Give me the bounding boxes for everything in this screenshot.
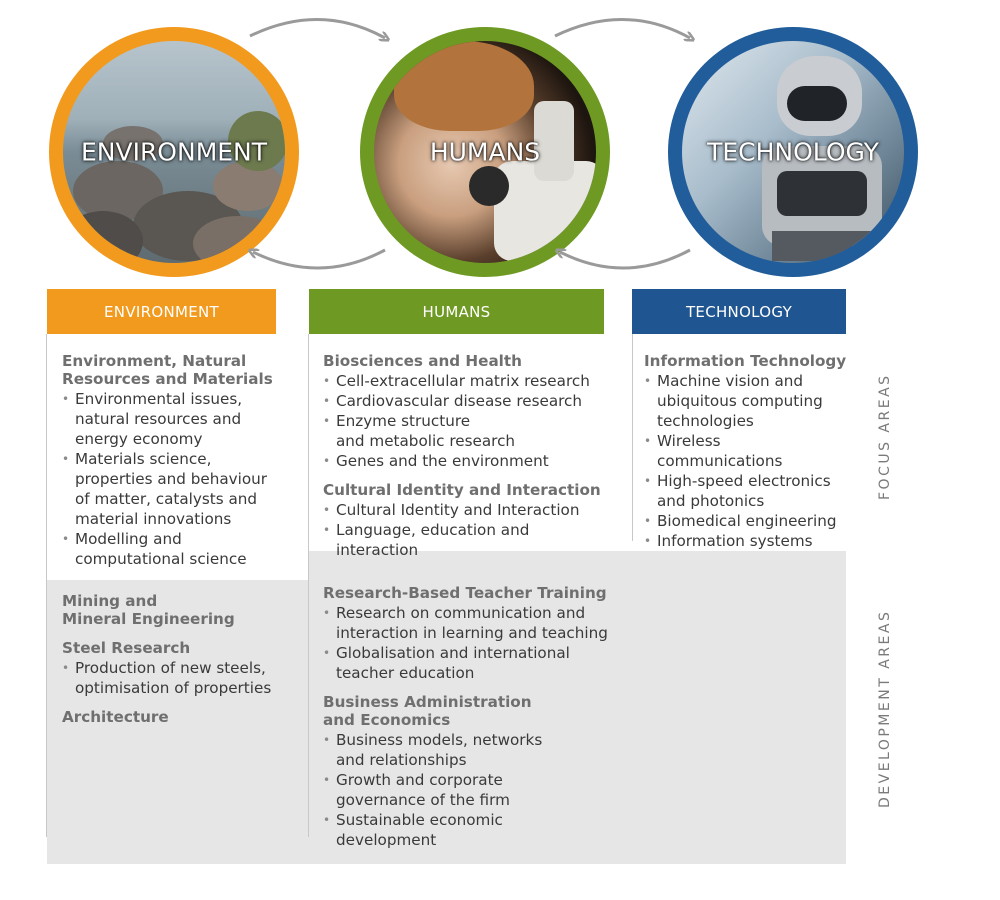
- teacher-title: Research-Based Teacher Training: [323, 584, 607, 602]
- steel-list: [62, 658, 302, 698]
- list-item: • Environmental issues, natural resources and energy economy: [62, 389, 302, 449]
- culture-title: Cultural Identity and Interaction: [323, 481, 601, 499]
- it-list: [644, 371, 849, 551]
- list-item: • Genes and the environment: [323, 451, 613, 471]
- humans-circle: [360, 27, 610, 277]
- technology-circle: [668, 27, 918, 277]
- env-focus-list: [62, 389, 302, 569]
- arrow-humans-to-technology: [555, 19, 690, 38]
- environment-development: [62, 592, 302, 727]
- list-item: • Globalisation and international teacher education: [323, 643, 623, 683]
- list-item: • Cultural Identity and Interaction: [323, 500, 613, 520]
- list-item: • Enzyme structure and metabolic research: [323, 411, 613, 451]
- bio-title: Biosciences and Health: [323, 352, 522, 370]
- steel-title: Steel Research: [62, 639, 191, 657]
- list-item: • Language, education and interaction: [323, 520, 613, 560]
- list-item: • Sustainable economic development: [323, 810, 623, 850]
- focus-areas-label: FOCUS AREAS: [877, 373, 893, 500]
- humans-circle-label: HUMANS: [429, 137, 541, 167]
- arrow-env-to-humans: [250, 19, 385, 38]
- list-item: • Research on communication and interaction in learning and teaching: [323, 603, 623, 643]
- technology-header: TECHNOLOGY: [632, 289, 846, 334]
- column-divider-left: [46, 334, 47, 837]
- environment-circle: [49, 27, 299, 277]
- teacher-list: [323, 603, 623, 683]
- list-item: • Wireless communications: [644, 431, 849, 471]
- humans-header: HUMANS: [309, 289, 604, 334]
- env-focus-title: Environment, Natural Resources and Materials: [62, 352, 273, 388]
- bio-list: [323, 371, 613, 471]
- list-item: • Biomedical engineering: [644, 511, 849, 531]
- it-title: Information Technology: [644, 352, 847, 370]
- column-divider-right: [632, 334, 633, 541]
- development-areas-label: DEVELOPMENT AREAS: [877, 609, 893, 808]
- list-item: • Information systems: [644, 531, 849, 551]
- mining-title: Mining and Mineral Engineering: [62, 592, 235, 628]
- list-item: • Cardiovascular disease research: [323, 391, 613, 411]
- technology-focus: [644, 352, 849, 551]
- list-item: • Business models, networks and relationships: [323, 730, 623, 770]
- environment-header: ENVIRONMENT: [47, 289, 276, 334]
- list-item: • Production of new steels, optimisation of properties: [62, 658, 302, 698]
- humans-focus: [323, 352, 613, 560]
- column-divider-middle: [308, 334, 309, 837]
- humans-development: [323, 584, 623, 850]
- environment-focus: [62, 352, 302, 569]
- list-item: • Materials science, properties and behaviour of matter, catalysts and material innovations: [62, 449, 302, 529]
- business-title: Business Administration and Economics: [323, 693, 532, 729]
- culture-list: [323, 500, 613, 560]
- business-list: [323, 730, 623, 850]
- list-item: • Cell-extracellular matrix research: [323, 371, 613, 391]
- environment-circle-label: ENVIRONMENT: [80, 137, 268, 167]
- list-item: • Machine vision and ubiquitous computing technologies: [644, 371, 849, 431]
- technology-circle-label: TECHNOLOGY: [707, 137, 879, 167]
- list-item: • Growth and corporate governance of the firm: [323, 770, 623, 810]
- architecture-title: Architecture: [62, 708, 169, 726]
- list-item: • High-speed electronics and photonics: [644, 471, 849, 511]
- list-item: • Modelling and computational science: [62, 529, 302, 569]
